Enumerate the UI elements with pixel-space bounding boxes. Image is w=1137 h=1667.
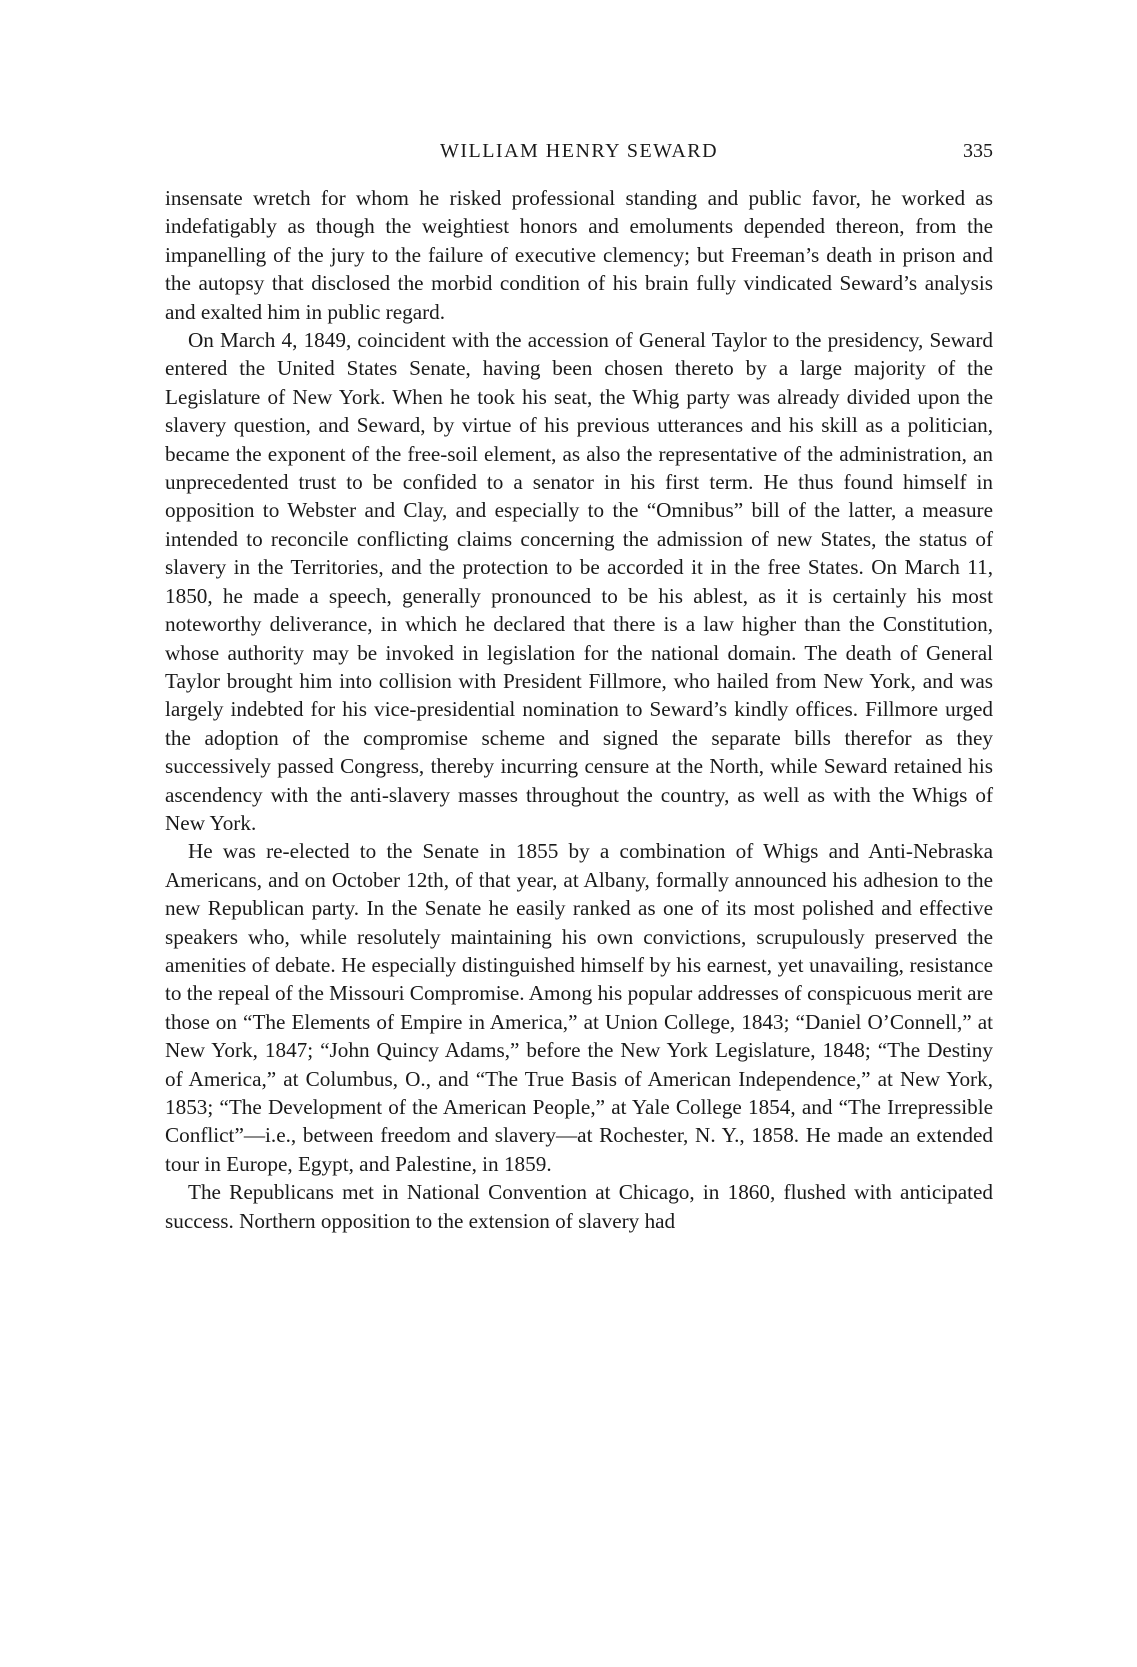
page-number: 335 [963, 140, 993, 162]
paragraph-senate-1849: On March 4, 1849, coincident with the accession of General Taylor to the presidency, Seward entered the United States Senate, having been chosen thereto by a large majority of the Legislature of New York. When he took his seat, the Whig party was already divided upon the slavery question, and Seward, by virtue of his previous utterances and his skill as a politician, became the exponent of the free-soil element, as also the representative of the administration, an unprecedented trust to be confided to a senator in his first term. He thus found himself in opposition to Webster and Clay, and especially to the “Omnibus” bill of the latter, a measure intended to reconcile conflicting claims concerning the admission of new States, the status of slavery in the Territories, and the protection to be accorded it in the free States. On March 11, 1850, he made a speech, generally pronounced to be his ablest, as it is certainly his most noteworthy deliverance, in which he declared that there is a law higher than the Constitution, whose authority may be invoked in legislation for the national domain. The death of General Taylor brought him into collision with President Fillmore, who hailed from New York, and was largely indebted for his vice-presidential nomination to Seward’s kindly offices. Fillmore urged the adoption of the compromise scheme and signed the separate bills therefor as they successively passed Congress, thereby incurring censure at the North, while Seward retained his ascendency with the anti-slavery masses throughout the country, as well as with the Whigs of New York. [165, 328, 993, 835]
body-text [165, 184, 993, 1235]
paragraph-convention-1860: The Republicans met in National Convention at Chicago, in 1860, flushed with anticipated success. Northern opposition to the extension of slavery had [165, 1180, 993, 1233]
paragraph-reelection-1855: He was re-elected to the Senate in 1855 by a combination of Whigs and Anti-Nebraska Americans, and on October 12th, of that year, at Albany, formally announced his adhesion to the new Republican party. In the Senate he easily ranked as one of its most polished and effective speakers who, while resolutely maintaining his own convictions, scrupulously preserved the amenities of debate. He especially distinguished himself by his earnest, yet unavailing, resistance to the repeal of the Missouri Compromise. Among his popular addresses of conspicuous merit are those on “The Elements of Empire in America,” at Union College, 1843; “Daniel O’Connell,” at New York, 1847; “John Quincy Adams,” before the New York Legislature, 1848; “The Destiny of America,” at Columbus, O., and “The True Basis of American Independence,” at New York, 1853; “The Development of the American People,” at Yale College 1854, and “The Irrepressible Conflict”—i.e., between freedom and slavery—at Rochester, N. Y., 1858. He made an extended tour in Europe, Egypt, and Palestine, in 1859. [165, 839, 993, 1176]
paragraph-continuation: insensate wretch for whom he risked professional standing and public favor, he worked as indefatigably as though the weightiest honors and emoluments depended thereon, from the impanelling of the jury to the failure of executive clemency; but Freeman’s death in prison and the autopsy that disclosed the morbid condition of his brain fully vindicated Seward’s analysis and exalted him in public regard. [165, 186, 993, 324]
running-title: WILLIAM HENRY SEWARD [439, 140, 719, 162]
document-page [165, 140, 993, 1235]
running-head [165, 140, 993, 174]
